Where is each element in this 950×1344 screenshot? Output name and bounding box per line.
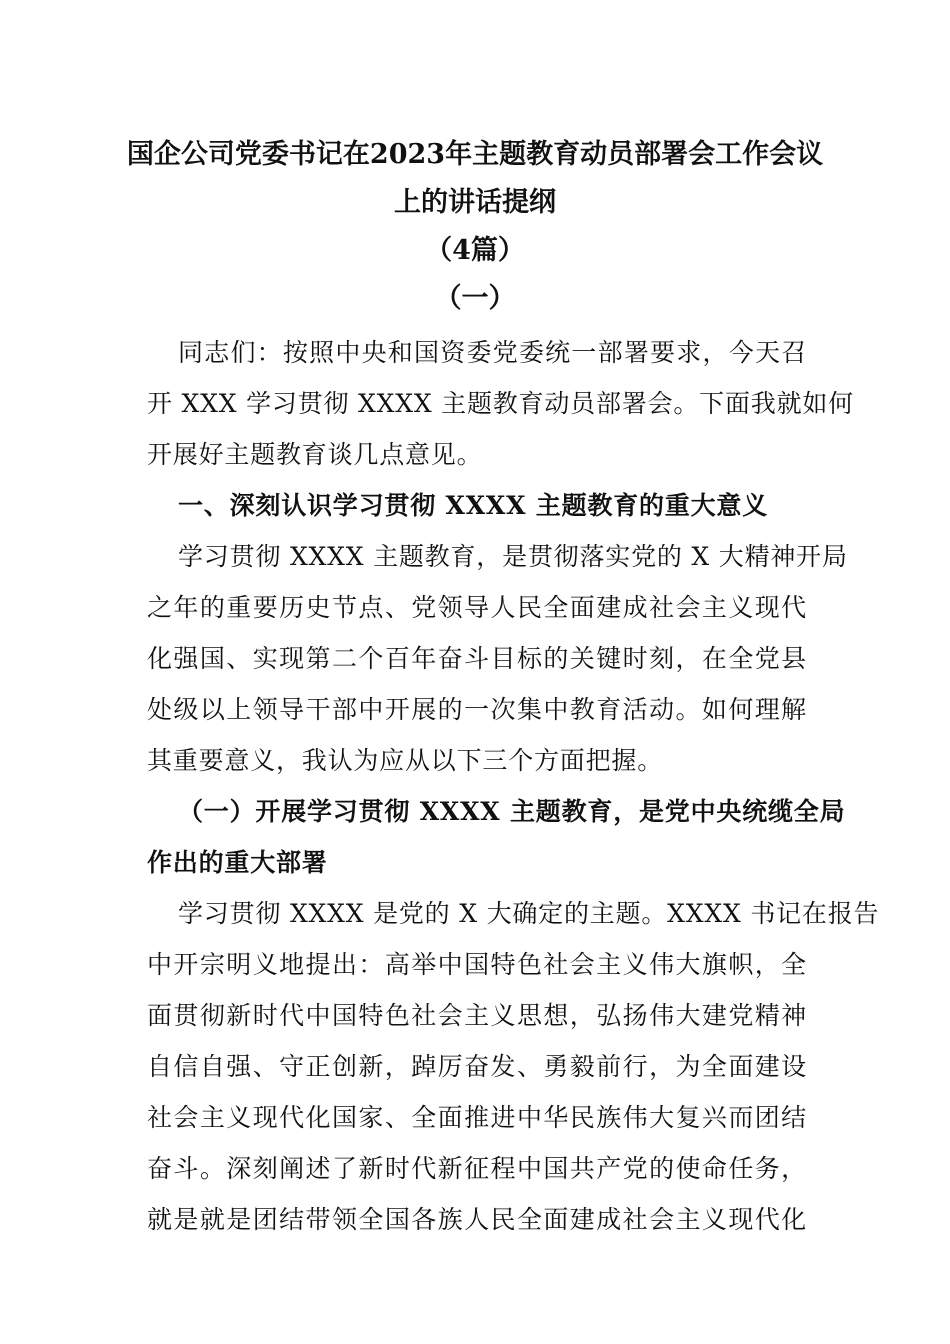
document-title-line-2: 上的讲话提纲 (394, 187, 556, 218)
paragraph-line: 学习贯彻 XXXX 主题教育，是贯彻落实党的 X 大精神开局 (178, 542, 848, 571)
part-label: （一） (434, 283, 516, 314)
paragraph-line: 自信自强、守正创新，踔厉奋发、勇毅前行，为全面建设 (147, 1052, 807, 1081)
article-count-note: （4篇） (425, 235, 525, 266)
paragraph-line: 处级以上领导干部中开展的一次集中教育活动。如何理解 (147, 695, 807, 724)
paragraph-line: 学习贯彻 XXXX 是党的 X 大确定的主题。XXXX 书记在报告 (178, 899, 880, 928)
paragraph-line: 面贯彻新时代中国特色社会主义思想，弘扬伟大建党精神 (147, 1001, 807, 1030)
paragraph-line: 化强国、实现第二个百年奋斗目标的关键时刻，在全党县 (147, 644, 807, 673)
paragraph-line: 奋斗。深刻阐述了新时代新征程中国共产党的使命任务， (147, 1154, 807, 1183)
paragraph-line: 开展好主题教育谈几点意见。 (147, 440, 483, 469)
paragraph-line: 中开宗明义地提出：高举中国特色社会主义伟大旗帜，全 (147, 950, 807, 979)
subsection-heading-continued: 作出的重大部署 (147, 848, 328, 877)
subsection-heading: （一）开展学习贯彻 XXXX 主题教育，是党中央统缆全局 (178, 797, 846, 826)
section-heading: 一、深刻认识学习贯彻 XXXX 主题教育的重大意义 (178, 491, 768, 520)
paragraph-line: 社会主义现代化国家、全面推进中华民族伟大复兴而团结 (147, 1103, 807, 1132)
paragraph-line: 就是就是团结带领全国各族人民全面建成社会主义现代化 (147, 1205, 807, 1234)
paragraph-line: 之年的重要历史节点、党领导人民全面建成社会主义现代 (147, 593, 807, 622)
paragraph-line: 其重要意义，我认为应从以下三个方面把握。 (147, 746, 664, 775)
paragraph-line: 开 XXX 学习贯彻 XXXX 主题教育动员部署会。下面我就如何 (147, 389, 854, 418)
document-title-line-1: 国企公司党委书记在2023年主题教育动员部署会工作会议 (126, 139, 824, 170)
paragraph-line: 同志们：按照中央和国资委党委统一部署要求，今天召 (178, 338, 807, 367)
